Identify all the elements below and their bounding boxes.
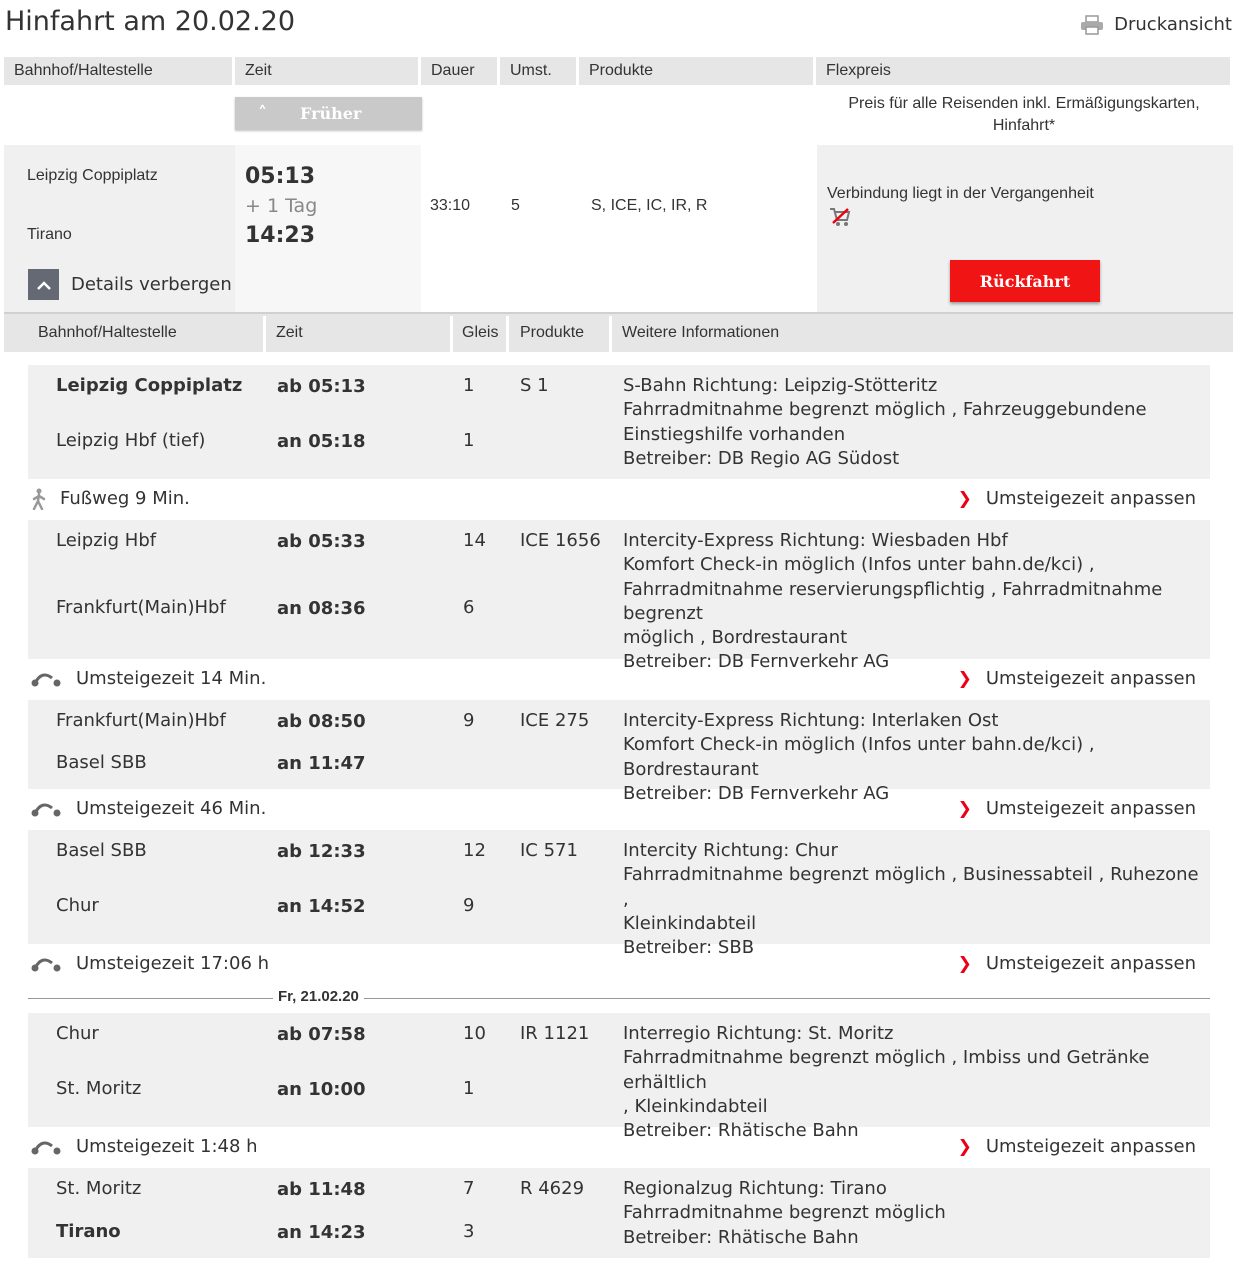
dcol-time: Zeit: [276, 324, 303, 341]
arr-station: Frankfurt(Main)Hbf: [56, 597, 226, 618]
print-view-link[interactable]: [1080, 14, 1232, 35]
transfer-row: [28, 1127, 1210, 1168]
arr-track: 9: [463, 895, 475, 916]
summary-arr-time: 14:23: [245, 223, 316, 248]
transfer-text: Fußweg 9 Min.: [60, 488, 190, 509]
adjust-transfer-link[interactable]: ❯ Umsteigezeit anpassen: [957, 668, 1196, 689]
dcol-station: Bahnhof/Haltestelle: [38, 324, 177, 341]
dep-time: ab 05:13: [277, 376, 366, 397]
segment-info: Intercity Richtung: Chur Fahrradmitnahme begrenzt möglich , Businessabteil , Ruhezone , Kleinkindabteil Betreiber: SBB: [623, 840, 1199, 959]
col-products: Produkte: [579, 57, 813, 85]
arr-track: 1: [463, 1078, 475, 1099]
adjust-transfer-link[interactable]: ❯ Umsteigezeit anpassen: [957, 1136, 1196, 1157]
results-header: [4, 57, 1233, 85]
day-separator-date: Fr, 21.02.20: [273, 988, 364, 1005]
product: ICE 275: [520, 710, 590, 731]
arr-time: an 05:18: [277, 431, 366, 452]
day-separator: [28, 988, 1210, 1008]
chevron-up-icon: [28, 269, 59, 300]
page-title: Hinfahrt am 20.02.20: [5, 6, 296, 37]
dcol-products: Produkte: [520, 324, 585, 341]
arr-station: Tirano: [56, 1221, 121, 1242]
col-changes: Umst.: [500, 57, 576, 85]
transfer-icon: [30, 953, 62, 973]
dep-station: Frankfurt(Main)Hbf: [56, 710, 226, 731]
dep-station: Chur: [56, 1023, 99, 1044]
segment-info: Interregio Richtung: St. Moritz Fahrradmitnahme begrenzt möglich , Imbiss und Getränke erhältlich , Kleinkindabteil Betreiber: Rhätische Bahn: [623, 1023, 1150, 1142]
journey-segment: [28, 1168, 1210, 1258]
dep-station: Basel SBB: [56, 840, 147, 861]
dep-time: ab 05:33: [277, 531, 366, 552]
details-header: [4, 312, 1233, 352]
product: IR 1121: [520, 1023, 590, 1044]
transfer-text: Umsteigezeit 46 Min.: [76, 798, 267, 819]
printer-icon: [1080, 15, 1104, 35]
dep-station: Leipzig Hbf: [56, 530, 157, 551]
print-label: Druckansicht: [1114, 14, 1232, 35]
chevron-right-icon: ❯: [957, 953, 972, 974]
dep-track: 14: [463, 530, 486, 551]
chevron-right-icon: ❯: [957, 488, 972, 509]
dep-station: St. Moritz: [56, 1178, 142, 1199]
segment-info: Regionalzug Richtung: Tirano Fahrradmitnahme begrenzt möglich Betreiber: Rhätische Bahn: [623, 1178, 946, 1248]
summary-from: Leipzig Coppiplatz: [27, 167, 158, 184]
journey-segment: [28, 520, 1210, 673]
arr-time: an 11:47: [277, 753, 366, 774]
col-time: Zeit: [235, 57, 418, 85]
segment-info: Intercity-Express Richtung: Wiesbaden Hbf Komfort Check-in möglich (Infos unter bahn.de/kci) , Fahrradmitnahme reservierungspflichtig , Fahrradmitnahme begrenzt möglich , Bordrestaurant Betreiber: DB Fernverkehr AG: [623, 530, 1163, 673]
product: R 4629: [520, 1178, 585, 1199]
transfer-row: [28, 789, 1210, 830]
dep-track: 1: [463, 375, 475, 396]
transfer-icon: [30, 1136, 62, 1156]
past-connection-note: Verbindung liegt in der Vergangenheit: [827, 185, 1094, 202]
dcol-info: Weitere Informationen: [622, 324, 780, 341]
summary-dep-time: 05:13: [245, 164, 316, 189]
segment-info: S-Bahn Richtung: Leipzig-Stötteritz Fahrradmitnahme begrenzt möglich , Fahrzeuggebundene Einstiegshilfe vorhanden Betreiber: DB Regio AG Südost: [623, 375, 1147, 469]
adjust-transfer-link[interactable]: ❯ Umsteigezeit anpassen: [957, 488, 1196, 509]
dep-time: ab 07:58: [277, 1024, 366, 1045]
dep-track: 7: [463, 1178, 475, 1199]
chevron-right-icon: ❯: [957, 1136, 972, 1157]
dep-track: 10: [463, 1023, 486, 1044]
dep-station: Leipzig Coppiplatz: [56, 375, 243, 396]
transfer-text: Umsteigezeit 14 Min.: [76, 668, 267, 689]
transfer-text: Umsteigezeit 17:06 h: [76, 953, 270, 974]
arr-station: Basel SBB: [56, 752, 147, 773]
arr-station: Leipzig Hbf (tief): [56, 430, 206, 451]
product: ICE 1656: [520, 530, 601, 551]
cart-disabled-icon: [829, 207, 851, 227]
journey-segment: [28, 1013, 1210, 1142]
transfer-row: [28, 479, 1210, 520]
dep-time: ab 11:48: [277, 1179, 366, 1200]
arr-track: 6: [463, 597, 475, 618]
chevron-right-icon: ❯: [957, 798, 972, 819]
journey-segment: [28, 830, 1210, 959]
transfer-row: [28, 659, 1210, 700]
dep-time: ab 12:33: [277, 841, 366, 862]
transfer-icon: [30, 798, 62, 818]
details-toggle[interactable]: Details verbergen: [28, 269, 232, 300]
connection-summary[interactable]: [4, 145, 1233, 312]
col-station: Bahnhof/Haltestelle: [4, 57, 232, 85]
adjust-transfer-link[interactable]: ❯ Umsteigezeit anpassen: [957, 953, 1196, 974]
arr-track: 1: [463, 430, 475, 451]
chevron-right-icon: ❯: [957, 668, 972, 689]
walk-icon: [30, 488, 48, 510]
transfer-text: Umsteigezeit 1:48 h: [76, 1136, 258, 1157]
transfer-icon: [30, 668, 62, 688]
arr-time: an 08:36: [277, 598, 366, 619]
arr-time: an 14:52: [277, 896, 366, 917]
adjust-transfer-link[interactable]: ❯ Umsteigezeit anpassen: [957, 798, 1196, 819]
dcol-track: Gleis: [462, 324, 499, 341]
segment-info: Intercity-Express Richtung: Interlaken Ost Komfort Check-in möglich (Infos unter bahn.de/kci) , Bordrestaurant Betreiber: DB Fernverkehr AG: [623, 710, 1095, 804]
arr-station: Chur: [56, 895, 99, 916]
journey-segment: [28, 365, 1210, 479]
earlier-button[interactable]: ˄ Früher: [235, 97, 422, 130]
col-flexprice: Flexpreis: [816, 57, 1230, 85]
return-trip-button[interactable]: Rückfahrt: [950, 260, 1100, 302]
summary-to: Tirano: [27, 226, 72, 243]
product: IC 571: [520, 840, 578, 861]
journey-segment: [28, 700, 1210, 804]
summary-plus-day: + 1 Tag: [245, 195, 318, 217]
dep-time: ab 08:50: [277, 711, 366, 732]
dep-track: 9: [463, 710, 475, 731]
col-duration: Dauer: [421, 57, 497, 85]
arr-time: an 14:23: [277, 1222, 366, 1243]
summary-duration: 33:10: [430, 197, 471, 214]
dep-track: 12: [463, 840, 486, 861]
arr-time: an 10:00: [277, 1079, 366, 1100]
transfer-row: [28, 944, 1210, 985]
arr-station: St. Moritz: [56, 1078, 142, 1099]
arr-track: 3: [463, 1221, 475, 1242]
product: S 1: [520, 375, 549, 396]
summary-products: S, ICE, IC, IR, R: [591, 197, 708, 214]
summary-changes: 5: [511, 197, 520, 214]
price-note: Preis für alle Reisenden inkl. Ermäßigungskarten, Hinfahrt*: [848, 95, 1200, 134]
chevron-up-icon: ˄: [258, 103, 267, 124]
